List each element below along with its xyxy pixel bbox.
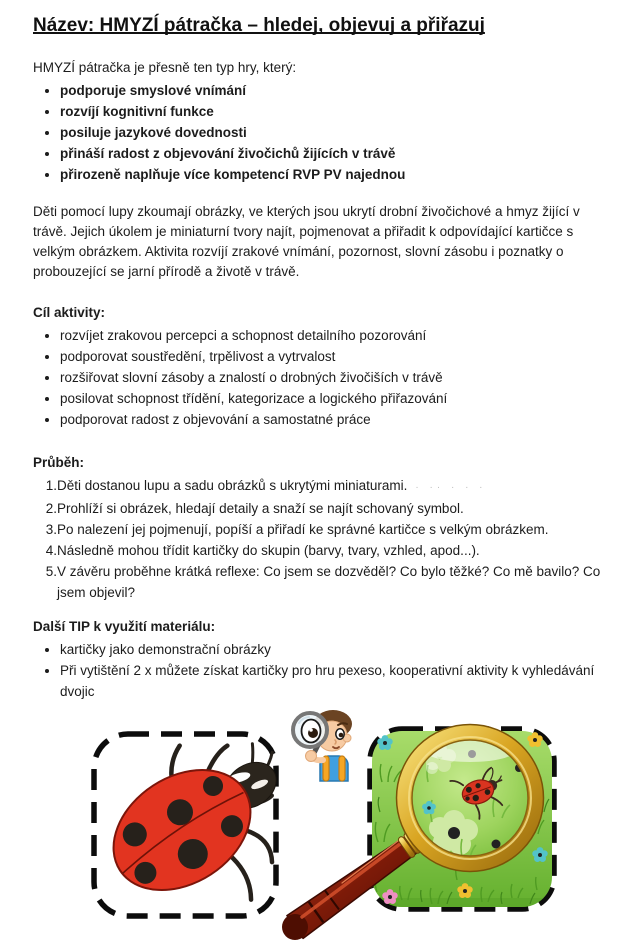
list-item: • podporovat radost z objevování a samostatné práce <box>60 409 603 430</box>
list-item: • posiluje jazykové dovednosti <box>60 122 603 143</box>
intro-bullet-list <box>33 80 603 185</box>
goal-heading: Cíl aktivity: <box>33 305 106 320</box>
tips-bullet-list <box>33 639 603 702</box>
intro-lead: HMYZÍ pátračka je přesně ten typ hry, který: <box>33 60 297 75</box>
step-item <box>57 475 603 498</box>
step-item: Prohlíží si obrázek, hledají detaily a snaží se najít schovaný symbol. <box>57 501 464 516</box>
tips-heading: Další TIP k využití materiálu: <box>33 619 216 634</box>
illustration-row <box>0 704 629 944</box>
ghost-marks: · ·· · · · <box>415 482 487 493</box>
list-item: • přináší radost z objevování živočichů žijících v trávě <box>60 143 603 164</box>
list-item: • rozvíjí kognitivní funkce <box>60 101 603 122</box>
list-item: • podporovat soustředění, trpělivost a vytrvalost <box>60 346 603 367</box>
list-item: • rozvíjet zrakovou percepci a schopnost detailního pozorování <box>60 325 603 346</box>
list-item: • kartičky jako demonstrační obrázky <box>60 639 603 660</box>
list-item: • rozšiřovat slovní zásoby a znalostí o drobných živočiších v trávě <box>60 367 603 388</box>
list-item: • podporuje smyslové vnímání <box>60 80 603 101</box>
step-item: Po nalezení jej pojmenují, popíší a přiřadí ke správné kartičce s velkým obrázkem. <box>57 522 549 537</box>
list-item: • posilovat schopnost třídění, kategorizace a logického přiřazování <box>60 388 603 409</box>
step-item: Následně mohou třídit kartičky do skupin (barvy, tvary, vzhled, apod...). <box>57 543 480 558</box>
goal-bullet-list <box>33 325 603 430</box>
process-step-list <box>33 475 603 603</box>
list-item: • přirozeně naplňuje více kompetencí RVP PV najednou <box>60 164 603 185</box>
ladybug-card-icon <box>90 730 280 920</box>
step-item: V závěru proběhne krátká reflexe: Co jsem se dozvěděl? Co bylo těžké? Co mě bavilo? Co jsem objevil? <box>57 564 601 600</box>
step-text: Děti dostanou lupu a sadu obrázků s ukrytými miniaturami. <box>57 478 408 493</box>
grass-magnifier-card-icon <box>282 722 577 944</box>
description-paragraph: Děti pomocí lupy zkoumají obrázky, ve kterých jsou ukrytí drobní živočichové a hmyz žijící v trávě. Jejich úkolem je miniaturní tvory najít, pojmenovat a přiřadit k odpovídající kartičce s velkým obrázkem. Aktivita rozvíjí zrakové vnímání, pozornost, slovní zásobu i poznatky o probouzející se jarní přírodě a životě v trávě. <box>33 204 580 279</box>
list-item: • Při vytištění 2 x můžete získat kartičky pro hru pexeso, kooperativní aktivity k vyhledávání dvojic <box>60 660 603 702</box>
process-heading: Průběh: <box>33 455 85 470</box>
page-title: Název: HMYZÍ pátračka – hledej, objevuj a přiřazuj <box>33 15 485 36</box>
